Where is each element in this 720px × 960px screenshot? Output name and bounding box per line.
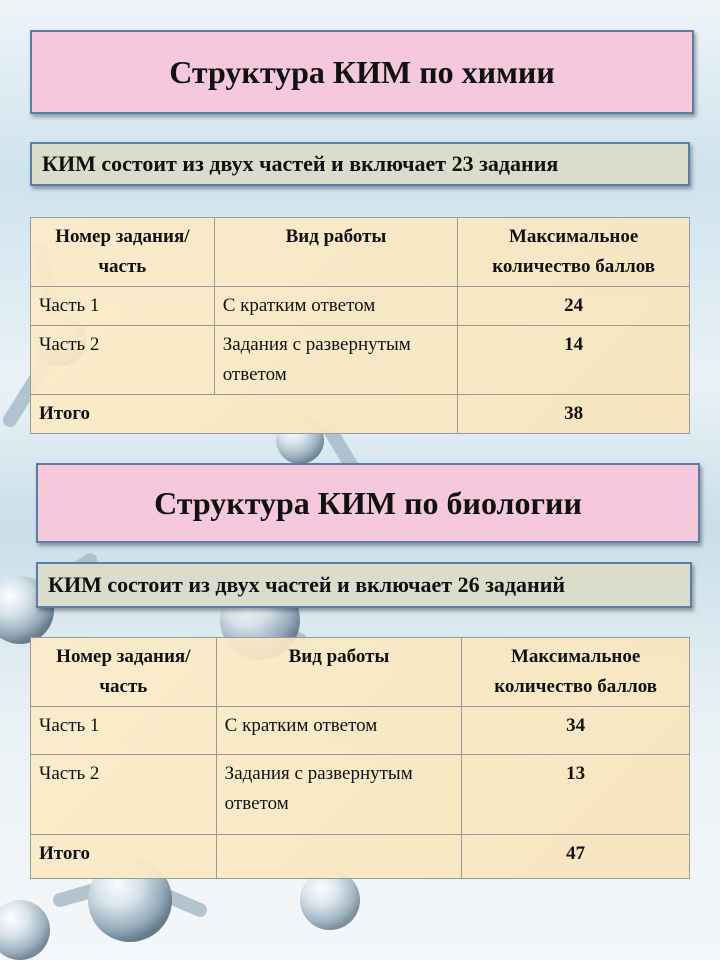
total-points: 47 <box>462 835 690 879</box>
chemistry-summary: КИМ состоит из двух частей и включает 23 задания <box>30 142 690 186</box>
header-work-type: Вид работы <box>216 638 462 707</box>
table-header-row <box>31 218 690 287</box>
points-cell: 13 <box>462 755 690 835</box>
header-task-number: Номер задания/ часть <box>31 218 215 287</box>
table-row <box>31 287 690 326</box>
part-cell: Часть 1 <box>31 287 215 326</box>
type-cell: С кратким ответом <box>214 287 458 326</box>
points-cell: 34 <box>462 707 690 755</box>
chemistry-title: Структура КИМ по химии <box>30 30 694 114</box>
table-row <box>31 707 690 755</box>
header-task-number: Номер задания/ часть <box>31 638 217 707</box>
part-cell: Часть 2 <box>31 326 215 395</box>
part-cell: Часть 2 <box>31 755 217 835</box>
header-max-points: Максимальное количество баллов <box>458 218 690 287</box>
biology-title: Структура КИМ по биологии <box>36 463 700 543</box>
points-cell: 24 <box>458 287 690 326</box>
part-cell: Часть 1 <box>31 707 217 755</box>
table-row <box>31 755 690 835</box>
total-points: 38 <box>458 395 690 434</box>
table-row <box>31 326 690 395</box>
type-cell: С кратким ответом <box>216 707 462 755</box>
biology-summary: КИМ состоит из двух частей и включает 26 заданий <box>36 562 692 608</box>
points-cell: 14 <box>458 326 690 395</box>
total-row <box>31 835 690 879</box>
total-label: Итого <box>31 395 458 434</box>
biology-table <box>30 637 690 879</box>
chemistry-table <box>30 217 690 434</box>
total-label: Итого <box>31 835 217 879</box>
total-type-empty <box>216 835 462 879</box>
type-cell: Задания с развернутым ответом <box>214 326 458 395</box>
header-max-points: Максимальное количество баллов <box>462 638 690 707</box>
total-row <box>31 395 690 434</box>
table-header-row <box>31 638 690 707</box>
type-cell: Задания с развернутым ответом <box>216 755 462 835</box>
header-work-type: Вид работы <box>214 218 458 287</box>
